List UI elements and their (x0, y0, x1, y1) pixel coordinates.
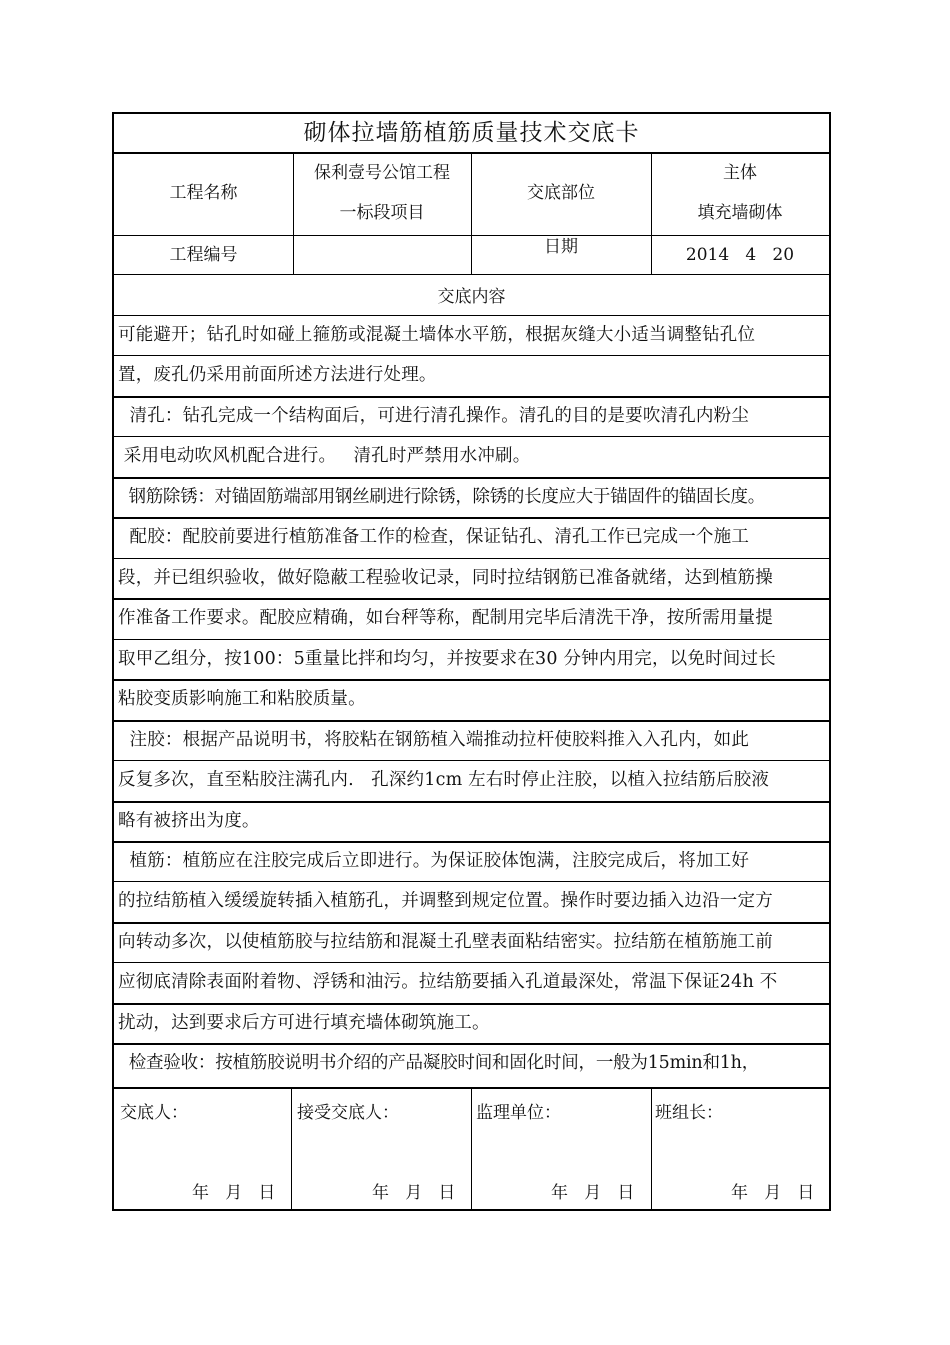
signature-label-discloser: 交底人： (120, 1103, 188, 1123)
content-line: 粘胶变质影响施工和粘胶质量。 (118, 689, 366, 709)
content-line: 向转动多次，以使植筋胶与拉结筋和混凝土孔壁表面粘结密实。拉结筋在植筋施工前 (118, 932, 773, 952)
content-line: 取甲乙组分，按100：5重量比拌和均匀，并按要求在30 分钟内用完，以免时间过长 (118, 649, 776, 669)
content-line: 应彻底清除表面附着物、浮锈和油污。拉结筋要插入孔道最深处，常温下保证24h 不 (118, 972, 778, 992)
content-line: 略有被挤出为度。 (118, 811, 260, 831)
page-title: 砌体拉墙筋植筋质量技术交底卡 (303, 120, 640, 146)
content-line: 反复多次，直至粘胶注满孔内. 孔深约1cm 左右时停止注胶，以植入拉结筋后胶液 (118, 770, 770, 790)
signature-date-discloser: 年 月 日 (192, 1183, 276, 1203)
signature-label-supervisor: 监理单位： (476, 1103, 561, 1123)
signature-date-receiver: 年 月 日 (372, 1183, 456, 1203)
content-line: 的拉结筋植入缓缓旋转插入植筋孔，并调整到规定位置。操作时要边插入边沿一定方 (118, 891, 773, 911)
signature-label-team-leader: 班组长： (655, 1103, 723, 1123)
divider (471, 1088, 472, 1211)
disclosure-card-table (112, 112, 831, 1211)
content-line: 注胶：根据产品说明书，将胶粘在钢筋植入端推动拉杆使胶料推入入孔内，如此 (118, 730, 750, 750)
divider (291, 1088, 292, 1211)
content-line: 作准备工作要求。配胶应精确，如台秤等称，配制用完毕后清洗干净，按所需用量提 (118, 608, 773, 628)
content-line: 段，并已组织验收，做好隐蔽工程验收记录，同时拉结钢筋已准备就绪，达到植筋操 (118, 568, 773, 588)
content-body (114, 315, 829, 1090)
location-label: 交底部位 (527, 183, 595, 203)
content-line: 植筋：植筋应在注胶完成后立即进行。为保证胶体饱满，注胶完成后，将加工好 (118, 851, 750, 871)
signature-date-team-leader: 年 月 日 (731, 1183, 815, 1203)
signature-label-receiver: 接受交底人： (297, 1103, 399, 1123)
content-line: 检查验收：按植筋胶说明书介绍的产品凝胶时间和固化时间，一般为15min和1h， (118, 1053, 760, 1073)
date-value: 2014 4 20 (685, 245, 795, 265)
project-name-value-line1: 保利壹号公馆工程 (314, 163, 450, 183)
location-value-line1: 主体 (723, 163, 757, 183)
content-line: 扰动，达到要求后方可进行填充墙体砌筑施工。 (118, 1013, 490, 1033)
content-line: 配胶：配胶前要进行植筋准备工作的检查，保证钻孔、清孔工作已完成一个施工 (118, 527, 750, 547)
divider (114, 274, 829, 275)
location-value-line2: 填充墙砌体 (697, 203, 783, 223)
divider (651, 1088, 652, 1211)
content-line: 可能避开；钻孔时如碰上箍筋或混凝土墙体水平筋，根据灰缝大小适当调整钻孔位 (118, 325, 756, 345)
content-line: 采用电动吹风机配合进行。 清孔时严禁用水冲刷。 (118, 446, 531, 466)
content-line: 钢筋除锈：对锚固筋端部用钢丝刷进行除锈，除锈的长度应大于锚固件的锚固长度。 (118, 487, 765, 507)
project-no-label: 工程编号 (169, 245, 238, 265)
content-line: 清孔：钻孔完成一个结构面后，可进行清孔操作。清孔的目的是要吹清孔内粉尘 (118, 406, 750, 426)
signature-date-supervisor: 年 月 日 (551, 1183, 635, 1203)
date-label: 日期 (544, 237, 578, 257)
project-no-value (293, 240, 471, 270)
project-name-value-line2: 一标段项目 (339, 203, 425, 223)
content-label: 交底内容 (437, 287, 506, 307)
project-name-label: 工程名称 (169, 183, 238, 203)
content-line: 置，废孔仍采用前面所述方法进行处理。 (118, 365, 437, 385)
